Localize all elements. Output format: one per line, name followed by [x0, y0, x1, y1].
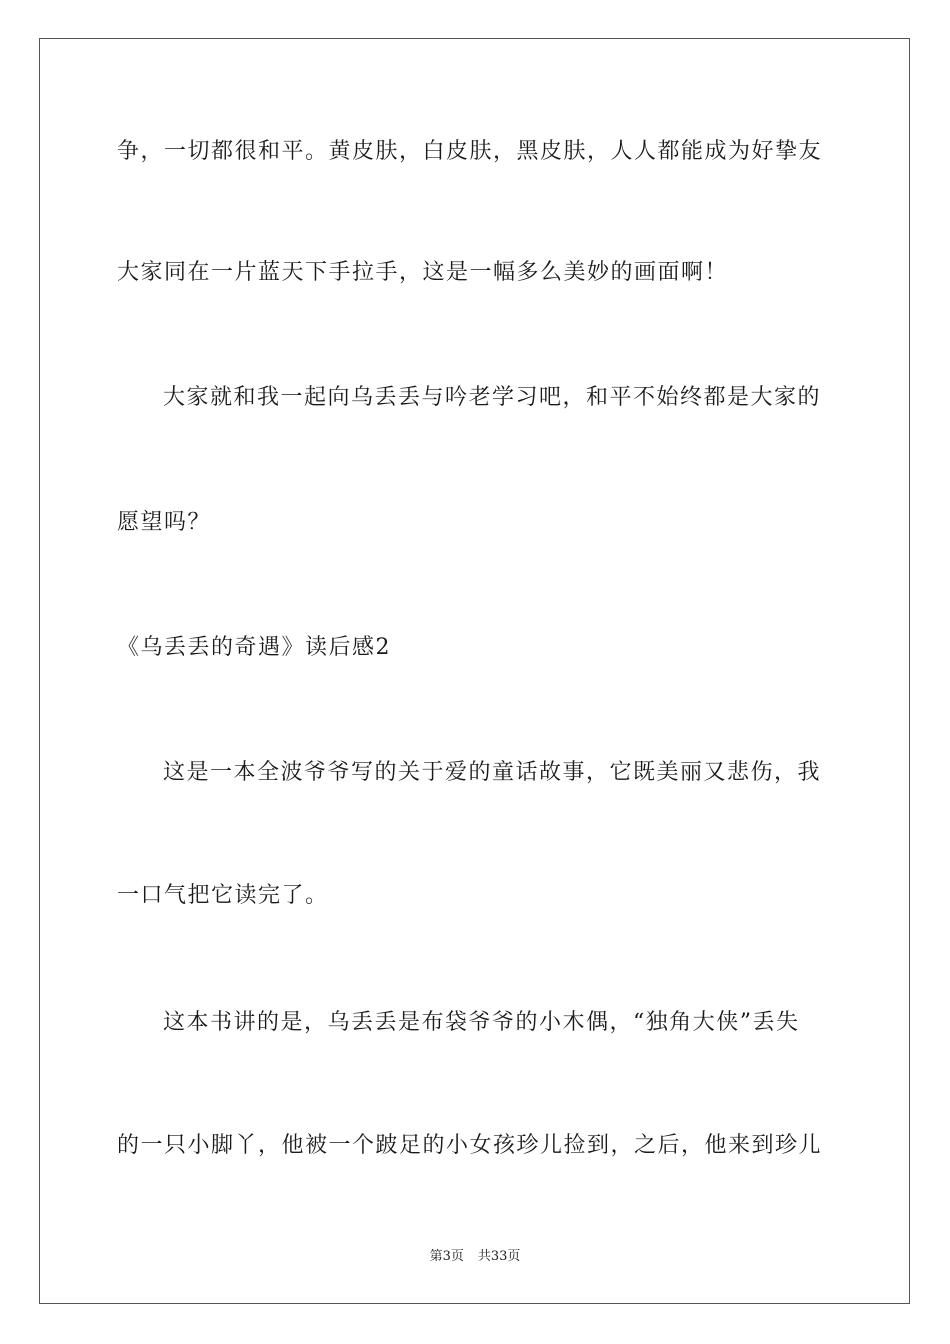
- text-line-9: 的一只小脚丫，他被一个跛足的小女孩珍儿捡到，之后，他来到珍儿: [117, 1133, 823, 1158]
- text-line-4: 愿望吗？: [117, 510, 212, 535]
- paragraph-start-line: 大家就和我一起向乌丢丢与吟老学习吧，和平不始终都是大家的: [163, 385, 822, 410]
- paragraph-start-line: 这是一本全波爷爷写的关于爱的童话故事，它既美丽又悲伤，我: [163, 760, 822, 785]
- text-line-2: 大家同在一片蓝天下手拉手，这是一幅多么美妙的画面啊！: [117, 260, 729, 285]
- section-heading: 《乌丢丢的奇遇》读后感2: [117, 635, 391, 660]
- paragraph-start-line: 这本书讲的是，乌丢丢是布袋爷爷的小木偶，“独角大侠”丢失: [163, 1010, 800, 1035]
- page-number: 第3页: [429, 1249, 464, 1264]
- text-line-7: 一口气把它读完了。: [117, 883, 329, 908]
- page-total: 共33页: [477, 1249, 521, 1264]
- page-frame: [39, 38, 910, 1304]
- text-line-1: 争，一切都很和平。黄皮肤，白皮肤，黑皮肤，人人都能成为好挚友: [117, 139, 823, 164]
- page-footer: [0, 1248, 950, 1266]
